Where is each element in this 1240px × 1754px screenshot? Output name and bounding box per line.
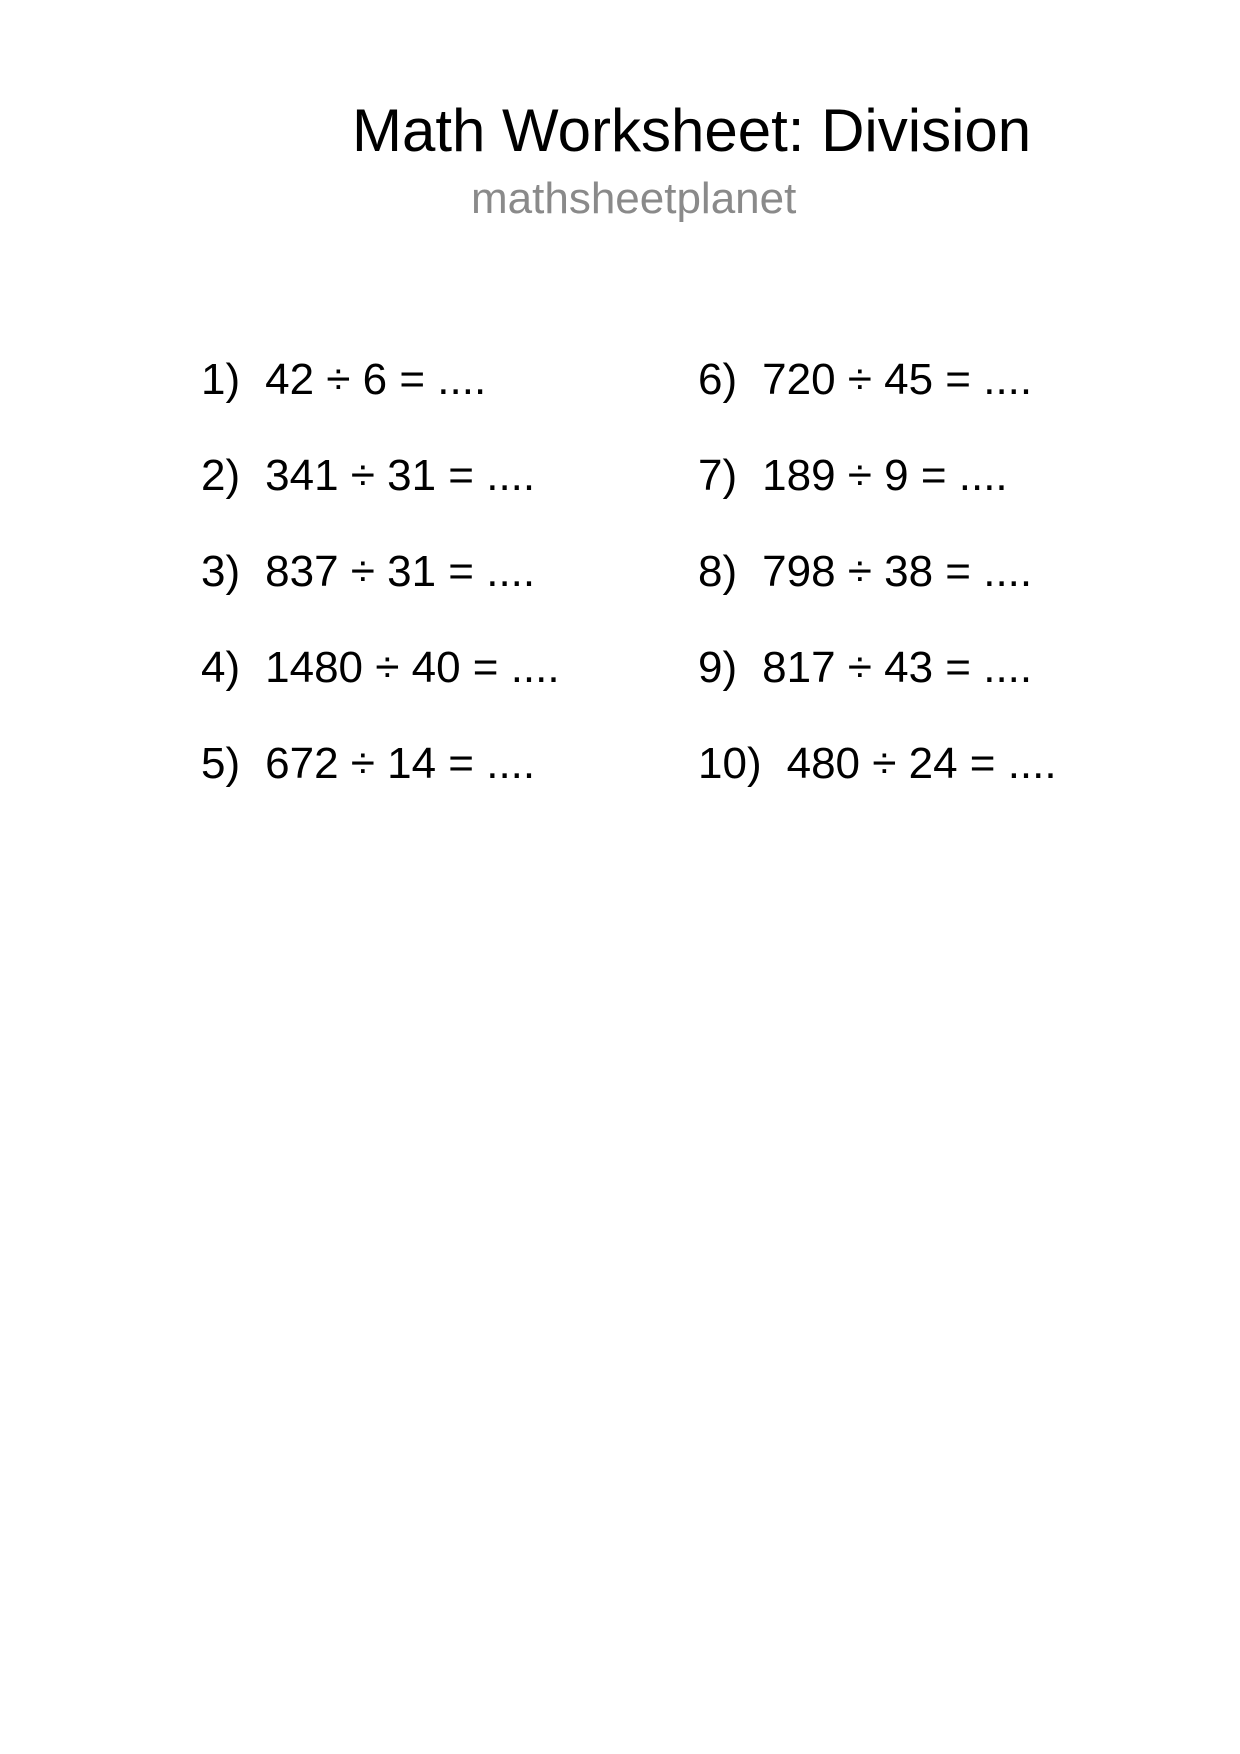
problem-row-4: [201, 645, 560, 691]
page-subtitle: mathsheetplanet: [471, 174, 797, 223]
problem-row-5: [201, 741, 560, 787]
problem-expression: 42 ÷ 6 = ....: [265, 355, 487, 404]
problem-number: 9): [698, 643, 738, 692]
problem-expression: 798 ÷ 38 = ....: [762, 547, 1033, 596]
problem-number: 1): [201, 355, 241, 404]
problem-row-10: [698, 741, 1057, 787]
problem-number: 7): [698, 451, 738, 500]
problem-number: 5): [201, 739, 241, 788]
problem-number: 2): [201, 451, 241, 500]
problem-expression: 480 ÷ 24 = ....: [786, 739, 1057, 788]
problem-row-3: [201, 549, 560, 595]
problem-number: 3): [201, 547, 241, 596]
page-title: Math Worksheet: Division: [352, 97, 1032, 164]
problem-row-1: [201, 357, 560, 403]
problem-number: 8): [698, 547, 738, 596]
problem-expression: 341 ÷ 31 = ....: [265, 451, 536, 500]
problem-number: 4): [201, 643, 241, 692]
problem-number: 6): [698, 355, 738, 404]
problem-row-7: [698, 453, 1057, 499]
problems-left-column: [201, 357, 560, 787]
problem-row-8: [698, 549, 1057, 595]
problem-expression: 817 ÷ 43 = ....: [762, 643, 1033, 692]
problem-expression: 720 ÷ 45 = ....: [762, 355, 1033, 404]
problem-expression: 672 ÷ 14 = ....: [265, 739, 536, 788]
problem-expression: 1480 ÷ 40 = ....: [265, 643, 560, 692]
problem-expression: 189 ÷ 9 = ....: [762, 451, 1008, 500]
problem-row-2: [201, 453, 560, 499]
problem-number: 10): [698, 739, 762, 788]
problem-expression: 837 ÷ 31 = ....: [265, 547, 536, 596]
problem-row-9: [698, 645, 1057, 691]
problems-right-column: [698, 357, 1057, 787]
problem-row-6: [698, 357, 1057, 403]
